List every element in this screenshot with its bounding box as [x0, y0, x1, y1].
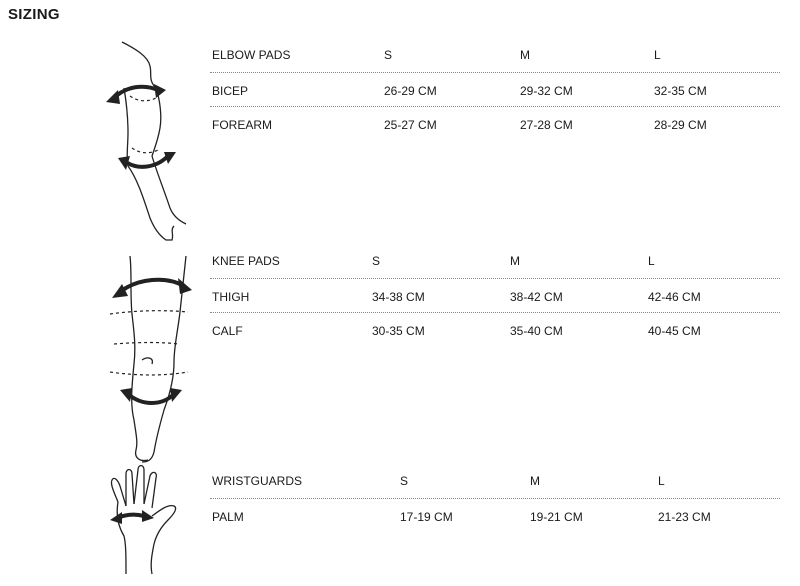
table-row: [210, 74, 780, 108]
size-s-value: 17-19 CM: [400, 510, 453, 524]
divider: [210, 72, 780, 73]
size-m-value: 35-40 CM: [510, 324, 563, 338]
size-m-header: M: [510, 254, 520, 268]
size-l-value: 28-29 CM: [654, 118, 707, 132]
table-header-row: [210, 466, 780, 500]
row-label: FOREARM: [212, 118, 272, 132]
size-s-value: 25-27 CM: [384, 118, 437, 132]
elbow-pads-heading: ELBOW PADS: [212, 48, 291, 62]
size-m-header: M: [530, 474, 540, 488]
wristguards-heading: WRISTGUARDS: [212, 474, 302, 488]
size-s-header: S: [372, 254, 381, 268]
size-l-value: 21-23 CM: [658, 510, 711, 524]
size-s-header: S: [400, 474, 409, 488]
divider: [210, 312, 780, 313]
row-label: BICEP: [212, 84, 249, 98]
row-label: PALM: [212, 510, 244, 524]
size-s-value: 26-29 CM: [384, 84, 437, 98]
hand-measure-icon: [104, 466, 184, 576]
size-s-value: 30-35 CM: [372, 324, 425, 338]
size-l-value: 42-46 CM: [648, 290, 701, 304]
size-m-value: 27-28 CM: [520, 118, 573, 132]
divider: [210, 278, 780, 279]
size-l-header: L: [654, 48, 661, 62]
leg-measure-icon: [108, 254, 198, 466]
table-row: [210, 314, 780, 348]
row-label: CALF: [212, 324, 243, 338]
arm-measure-icon: [104, 40, 194, 245]
size-l-value: 40-45 CM: [648, 324, 701, 338]
table-row: [210, 280, 780, 314]
size-m-value: 29-32 CM: [520, 84, 573, 98]
table-header-row: [210, 246, 780, 280]
size-m-header: M: [520, 48, 530, 62]
size-m-value: 38-42 CM: [510, 290, 563, 304]
row-label: THIGH: [212, 290, 250, 304]
divider: [210, 106, 780, 107]
wristguards-table: [210, 466, 780, 534]
knee-pads-table: [210, 246, 780, 348]
elbow-pads-table: [210, 40, 780, 142]
size-s-value: 34-38 CM: [372, 290, 425, 304]
size-l-header: L: [648, 254, 655, 268]
table-row: [210, 108, 780, 142]
size-s-header: S: [384, 48, 393, 62]
table-row: [210, 500, 780, 534]
size-l-header: L: [658, 474, 665, 488]
divider: [210, 498, 780, 499]
size-m-value: 19-21 CM: [530, 510, 583, 524]
knee-pads-heading: KNEE PADS: [212, 254, 280, 268]
table-header-row: [210, 40, 780, 74]
size-l-value: 32-35 CM: [654, 84, 707, 98]
page-title: SIZING: [8, 6, 60, 23]
